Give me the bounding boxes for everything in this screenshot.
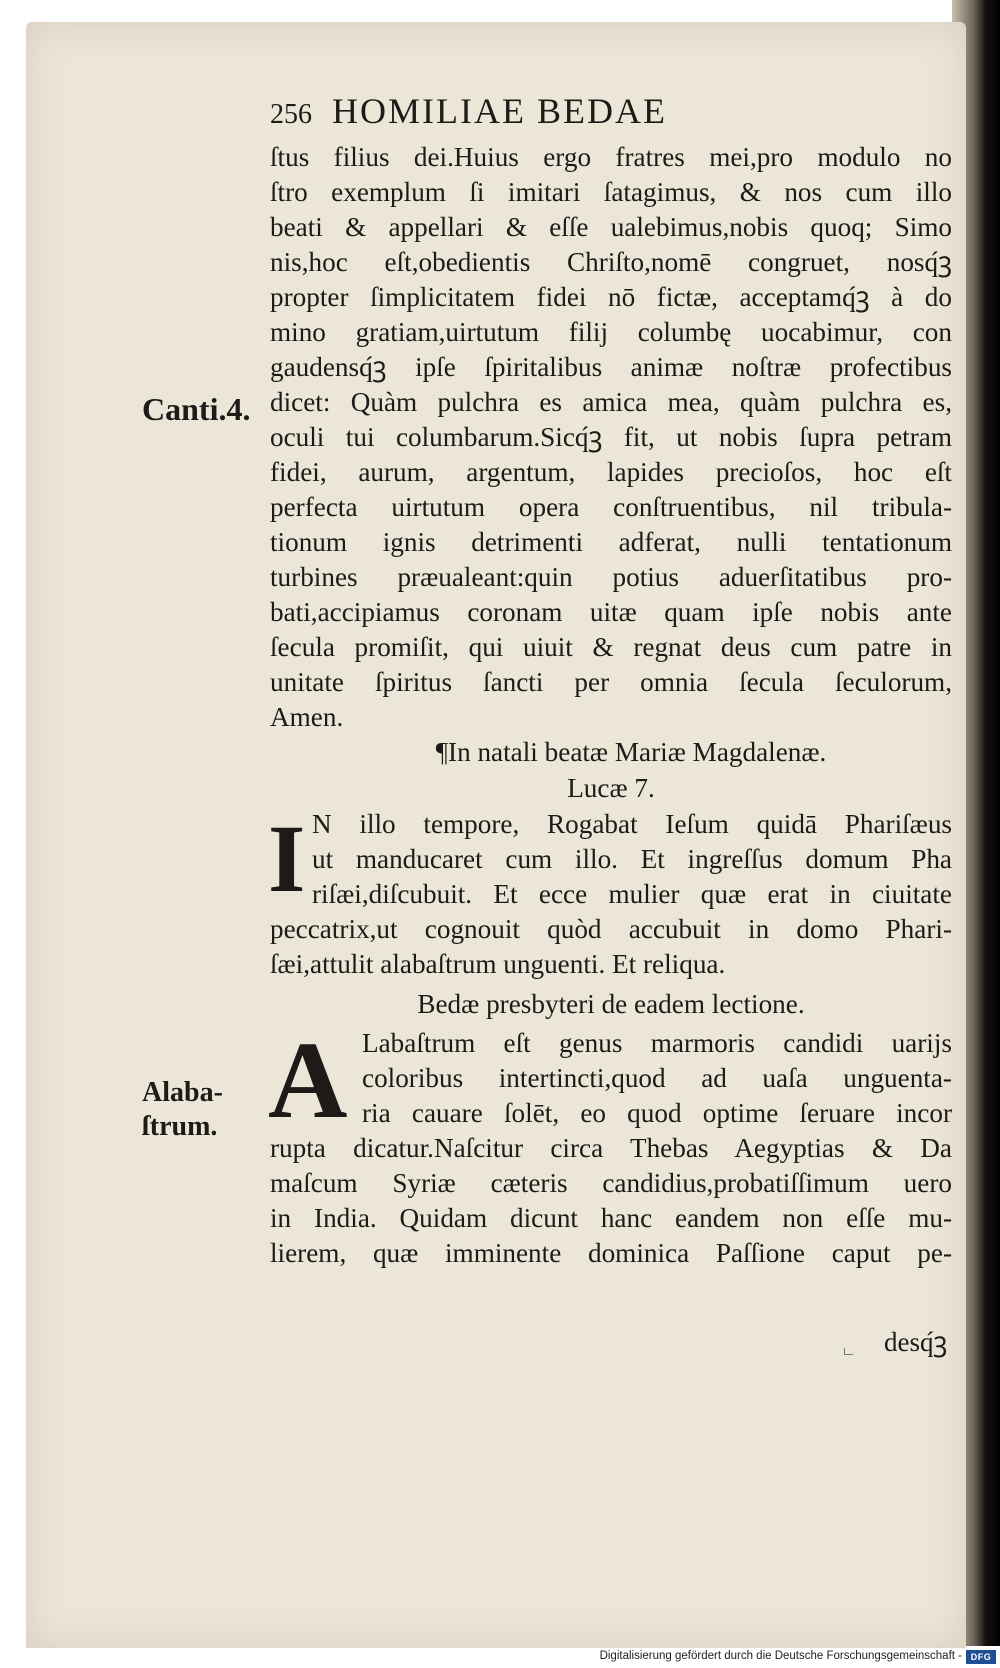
text-line: mino gratiam,uirtutum filij columbę uocabimur, con (270, 317, 952, 347)
catchword: desq́ꝫ (884, 1327, 948, 1357)
text-line: ria cauare ſolēt, eo quod optime ſeruare incor (362, 1098, 952, 1128)
page-number: 256 (270, 99, 312, 130)
text-line: riſæi,diſcubuit. Et ecce mulier quæ erat in ciuitate (312, 879, 952, 909)
running-head-title: HOMILIAE BEDAE (332, 91, 667, 131)
text-line: lierem, quæ imminente dominica Paſſione caput pe- (270, 1238, 952, 1268)
text-line: Amen. (270, 702, 344, 732)
text-line: ſecula promiſit, qui uiuit & regnat deus cum patre in (270, 632, 952, 662)
section-heading: ¶In natali beatæ Mariæ Magdalenæ. (435, 737, 827, 767)
text-line: peccatrix,ut cognouit quòd accubuit in domo Phari- (270, 914, 952, 944)
text-line: coloribus intertincti,quod ad uaſa unguenta- (362, 1063, 952, 1093)
text-line: unitate ſpiritus ſancti per omnia ſecula ſeculorum, (270, 667, 952, 697)
marginal-note-canti: Canti.4. (142, 391, 251, 427)
footer-bar (0, 1648, 1000, 1668)
homily-heading: Bedæ presbyteri de eadem lectione. (417, 989, 805, 1019)
gospel-reference: Lucæ 7. (567, 773, 655, 803)
text-line: ſtro exemplum ſi imitari ſatagimus, & nos cum illo (270, 177, 952, 207)
text-line: rupta dicatur.Naſcitur circa Thebas Aegyptias & Da (270, 1133, 952, 1163)
text-line: turbines præualeant:quin potius aduerſitatibus pro- (270, 562, 952, 592)
text-line: ſtus filius dei.Huius ergo fratres mei,pro modulo no (270, 142, 952, 172)
text-line: Labaſtrum eſt genus marmoris candidi uarijs (362, 1028, 952, 1058)
dfg-logo-icon: DFG (966, 1650, 996, 1664)
gospel-passage (270, 807, 952, 982)
text-line: ut manducaret cum illo. Et ingreſſus domum Pha (312, 844, 952, 874)
text-line: gaudensq́ꝫ ipſe ſpiritalibus animæ noſtræ profectibus (270, 352, 952, 382)
drop-cap-initial: A (268, 1019, 348, 1141)
running-head (270, 90, 667, 132)
text-line: bati,accipiamus coronam uitæ quam ipſe nobis ante (270, 597, 952, 627)
text-line: maſcum Syriæ cæteris candidius,probatiſſimum uero (270, 1168, 952, 1198)
homily-passage (268, 1019, 952, 1271)
text-line: propter ſimplicitatem fidei nō fictæ, acceptamq́ꝫ à do (270, 282, 952, 312)
text-line: fidei, aurum, argentum, lapides precioſos, hoc eſt (270, 457, 952, 487)
text-line: perfecta uirtutum opera conſtruentibus, nil tribula- (270, 492, 952, 522)
marginal-note-alabastrum (142, 1076, 223, 1144)
funding-credit: Digitalisierung gefördert durch die Deutsche Forschungsgemeinschaft - (599, 1650, 962, 1662)
body-text (270, 140, 952, 1271)
drop-cap-initial: I (268, 805, 306, 912)
text-line: tionum ignis detrimenti adferat, nulli tentationum (270, 527, 952, 557)
printer-mark (844, 1348, 853, 1355)
text-line: oculi tui columbarum.Sicq́ꝫ fit, ut nobis ſupra petram (270, 422, 952, 452)
text-line: ſæi,attulit alabaſtrum unguenti. Et reliqua. (270, 949, 726, 979)
text-line: nis,hoc eſt,obedientis Chriſto,nomē congruet, nosq́ꝫ (270, 247, 952, 277)
text-line: dicet: Quàm pulchra es amica mea, quàm pulchra es, (270, 387, 952, 417)
text-line: beati & appellari & eſſe ualebimus,nobis quoq; Simo (270, 212, 952, 242)
marginal-note-line: Alaba- (142, 1077, 223, 1108)
text-line: N illo tempore, Rogabat Ieſum quidā Phariſæus (312, 809, 952, 839)
marginal-note-line: ſtrum. (142, 1111, 218, 1142)
text-line: in India. Quidam dicunt hanc eandem non eſſe mu- (270, 1203, 952, 1233)
